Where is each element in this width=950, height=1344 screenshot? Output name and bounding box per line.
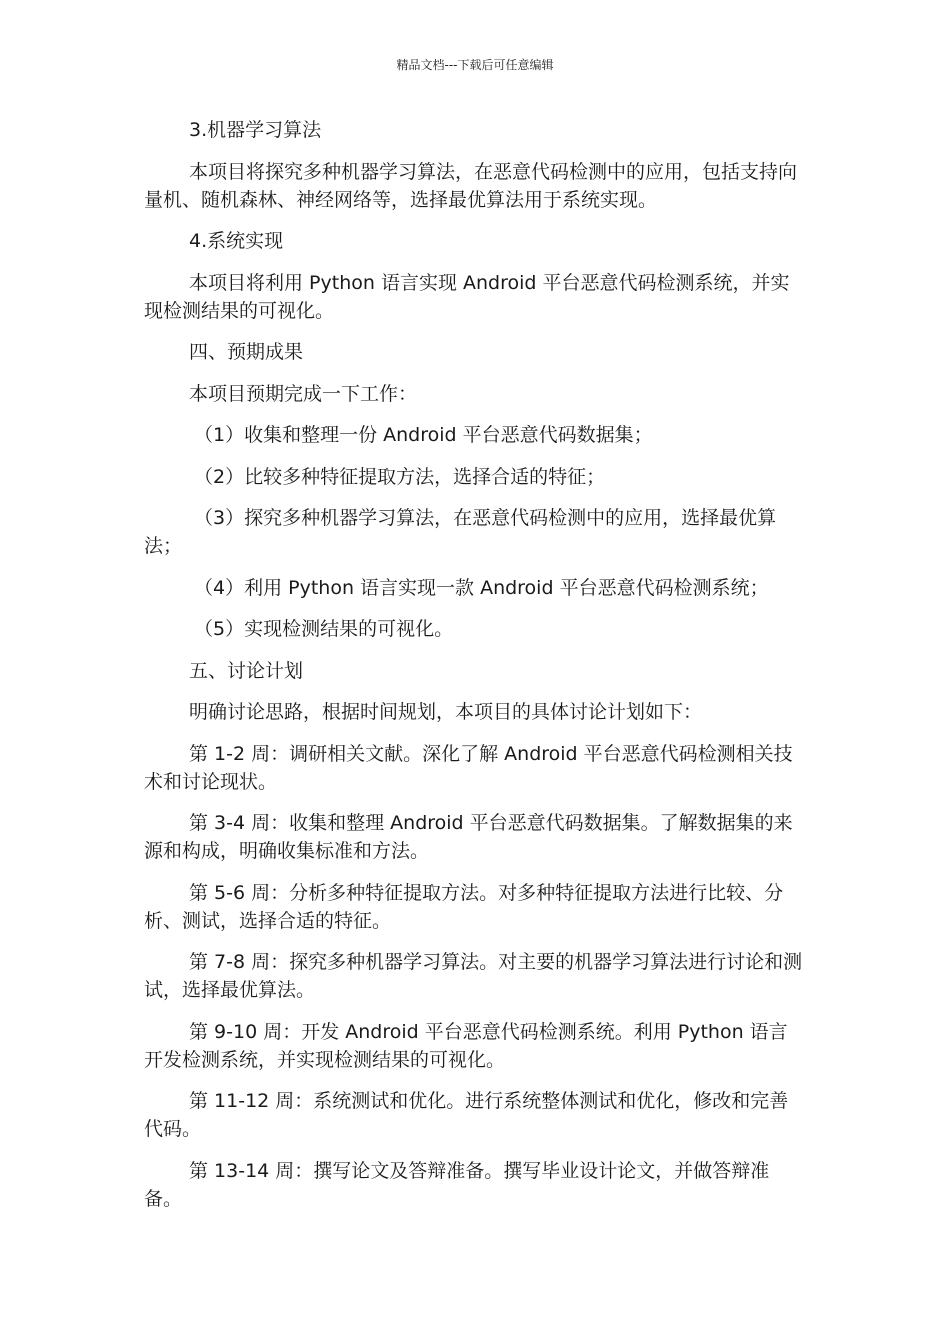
plan-week-7-8: 第 7-8 周：探究多种机器学习算法。对主要的机器学习算法进行讨论和测试，选择最优算法。 [144,951,803,1001]
plan-week-1-2: 第 1-2 周：调研相关文献。深化了解 Android 平台恶意代码检测相关技术和讨论现状。 [144,742,793,793]
plan-week-3-4: 第 3-4 周：收集和整理 Android 平台恶意代码数据集。了解数据集的来源和构成，明确收集标准和方法。 [144,812,793,862]
heading-system-implementation: 4.系统实现 [189,230,284,252]
list-item-3: （3）探究多种机器学习算法，在恶意代码检测中的应用，选择最优算法； [144,507,777,557]
list-item-1: （1）收集和整理一份 Android 平台恶意代码数据集； [194,424,653,446]
heading-research-plan: 五、讨论计划 [189,659,304,682]
paragraph-expected-intro: 本项目预期完成一下工作： [189,382,418,405]
paragraph-plan-intro: 明确讨论思路，根据时间规划，本项目的具体讨论计划如下： [189,701,703,723]
plan-week-11-12: 第 11-12 周：系统测试和优化。进行系统整体测试和优化，修改和完善代码。 [144,1090,789,1140]
plan-week-9-10: 第 9-10 周：开发 Android 平台恶意代码检测系统。利用 Python 语言开发检测系统，并实现检测结果的可视化。 [144,1020,788,1071]
document-body [144,116,806,1226]
list-item-4: （4）利用 Python 语言实现一款 Android 平台恶意代码检测系统； [194,576,769,599]
paragraph-system-description: 本项目将利用 Python 语言实现 Android 平台恶意代码检测系统，并实现检测结果的可视化。 [144,271,790,322]
heading-machine-learning: 3.机器学习算法 [189,119,322,141]
list-item-2: （2）比较多种特征提取方法，选择合适的特征； [194,465,606,488]
plan-week-5-6: 第 5-6 周：分析多种特征提取方法。对多种特征提取方法进行比较、分析、测试，选择合适的特征。 [144,881,784,932]
list-item-5: （5）实现检测结果的可视化。 [194,618,454,640]
heading-expected-results: 四、预期成果 [189,341,304,363]
page-header: 精品文档---下载后可任意编辑 [396,58,554,72]
paragraph-ml-description: 本项目将探究多种机器学习算法，在恶意代码检测中的应用，包括支持向量机、随机森林、神经网络等，选择最优算法用于系统实现。 [144,160,798,211]
plan-week-13-14: 第 13-14 周：撰写论文及答辩准备。撰写毕业设计论文，并做答辩准备。 [144,1159,770,1210]
